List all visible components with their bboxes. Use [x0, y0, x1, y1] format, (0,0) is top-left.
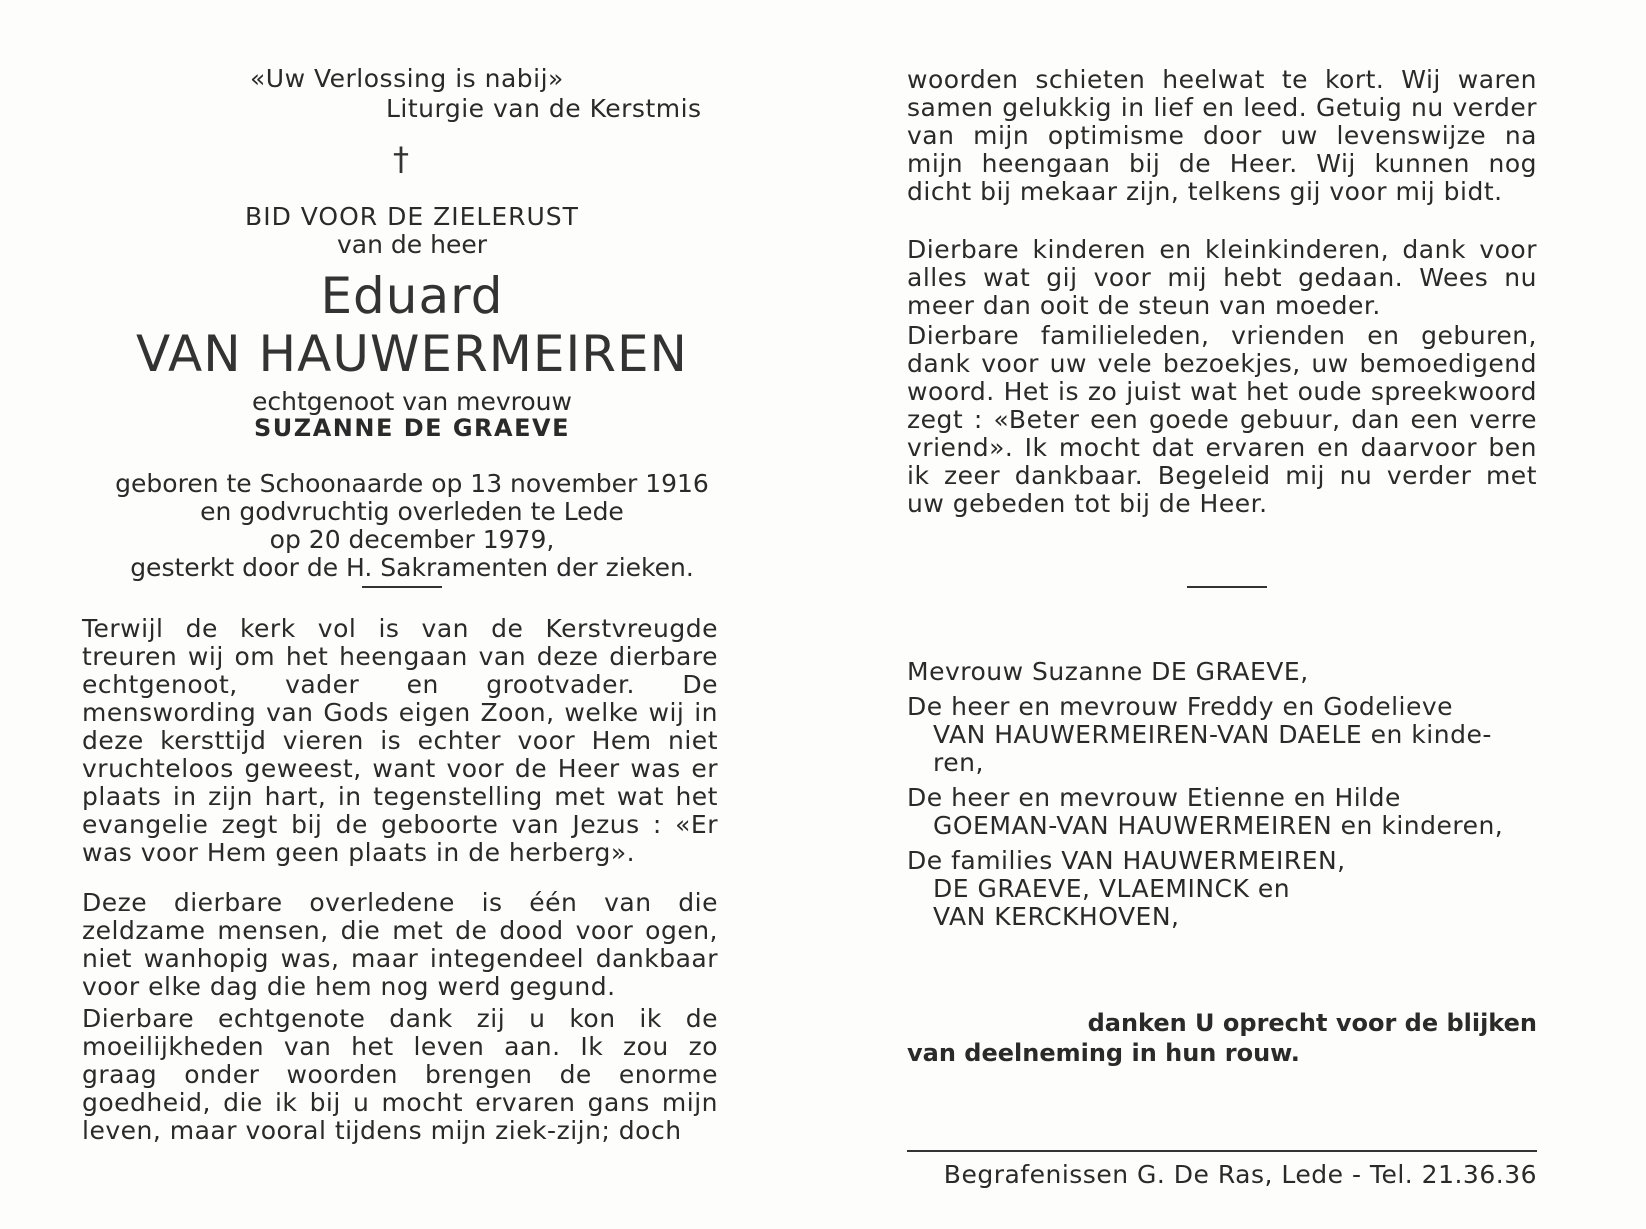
family-line-families-2: DE GRAEVE, VLAEMINCK en: [933, 874, 1291, 903]
opening-quote: «Uw Verlossing is nabij»: [250, 64, 564, 93]
spouse-name: SUZANNE DE GRAEVE: [254, 414, 570, 442]
family-line-etienne-surname: GOEMAN-VAN HAUWERMEIREN en kinderen,: [933, 811, 1504, 840]
sacraments-line: gesterkt door de H. Sakramenten der zieken.: [130, 553, 694, 582]
memorial-paragraph-4: woorden schieten heelwat te kort. Wij waren samen gelukkig in lief en leed. Getuig nu verder van mijn optimisme door uw levenswijze na mijn heengaan bij de Heer. Wij kunnen nog dicht bij mekaar zijn, telkens gij voor mij bidt.: [907, 65, 1537, 206]
death-line: en godvruchtig overleden te Lede: [200, 497, 624, 526]
family-line-families: De families VAN HAUWERMEIREN,: [907, 846, 1346, 875]
thanks-line-2: van deelneming in hun rouw.: [907, 1039, 1300, 1067]
right-divider: [1187, 586, 1267, 588]
family-line-etienne: De heer en mevrouw Etienne en Hilde: [907, 783, 1401, 812]
death-date-line: op 20 december 1979,: [269, 525, 555, 554]
spouse-label: echtgenoot van mevrouw: [252, 387, 572, 416]
title-mister: van de heer: [337, 230, 487, 259]
undertaker-footer: Begrafenissen G. De Ras, Lede - Tel. 21.36.36: [943, 1160, 1537, 1189]
deceased-last-name: VAN HAUWERMEIREN: [136, 325, 688, 383]
thanks-statement: [907, 1008, 1537, 1068]
family-line-widow: Mevrouw Suzanne DE GRAEVE,: [907, 657, 1309, 686]
family-line-freddy: De heer en mevrouw Freddy en Godelieve: [907, 692, 1454, 721]
thanks-line-1: danken U oprecht voor de blijken: [1087, 1009, 1537, 1037]
family-line-families-3: VAN KERCKHOVEN,: [933, 902, 1180, 931]
left-divider: [362, 586, 442, 588]
cross-icon: †: [393, 140, 409, 178]
footer-rule: [907, 1150, 1537, 1152]
birth-death-details: [82, 470, 742, 582]
deceased-first-name: Eduard: [320, 267, 504, 325]
memorial-paragraph-6: Dierbare familieleden, vrienden en geburen, dank voor uw vele bezoekjes, uw bemoedigend woord. Het is zo juist wat het oude spreekwoord zegt : «Beter een goede gebuur, dan een verre vriend». Ik mocht dat ervaren en daarvoor ben ik zeer dankbaar. Begeleid mij nu verder met uw gebeden tot bij de Heer.: [907, 321, 1537, 518]
family-line-freddy-surname: VAN HAUWERMEIREN-VAN DAELE en kinde-: [933, 720, 1492, 749]
liturgy-source: Liturgie van de Kerstmis: [386, 94, 702, 123]
memorial-paragraph-2: Deze dierbare overledene is één van die zeldzame mensen, die met de dood voor ogen, niet wanhopig was, maar integendeel dankbaar voor elke dag die hem nog werd gegund.: [82, 888, 718, 1001]
prayer-heading: BID VOOR DE ZIELERUST: [245, 202, 579, 231]
family-list: [907, 658, 1547, 931]
memorial-paragraph-3: Dierbare echtgenote dank zij u kon ik de moeilijkheden van het leven aan. Ik zou zo graag onder woorden brengen de enorme goedheid, die ik bij u mocht ervaren gans mijn leven, maar vooral tijdens mijn ziek-zijn; doch: [82, 1004, 718, 1145]
memorial-paragraph-1: Terwijl de kerk vol is van de Kerstvreugde treuren wij om het heengaan van deze dierbare echtgenoot, vader en grootvader. De menswording van Gods eigen Zoon, welke wij in deze kersttijd vieren is echter voor Hem niet vruchteloos geweest, want voor de Heer was er plaats in zijn hart, in tegenstelling met wat het evangelie zegt bij de geboorte van Jezus : «Er was voor Hem geen plaats in de herberg».: [82, 614, 718, 867]
family-line-freddy-cont: ren,: [933, 748, 984, 777]
memorial-paragraph-5: Dierbare kinderen en kleinkinderen, dank voor alles wat gij voor mij hebt gedaan. Wees nu meer dan ooit de steun van moeder.: [907, 235, 1537, 320]
birth-line: geboren te Schoonaarde op 13 november 1916: [115, 469, 709, 498]
